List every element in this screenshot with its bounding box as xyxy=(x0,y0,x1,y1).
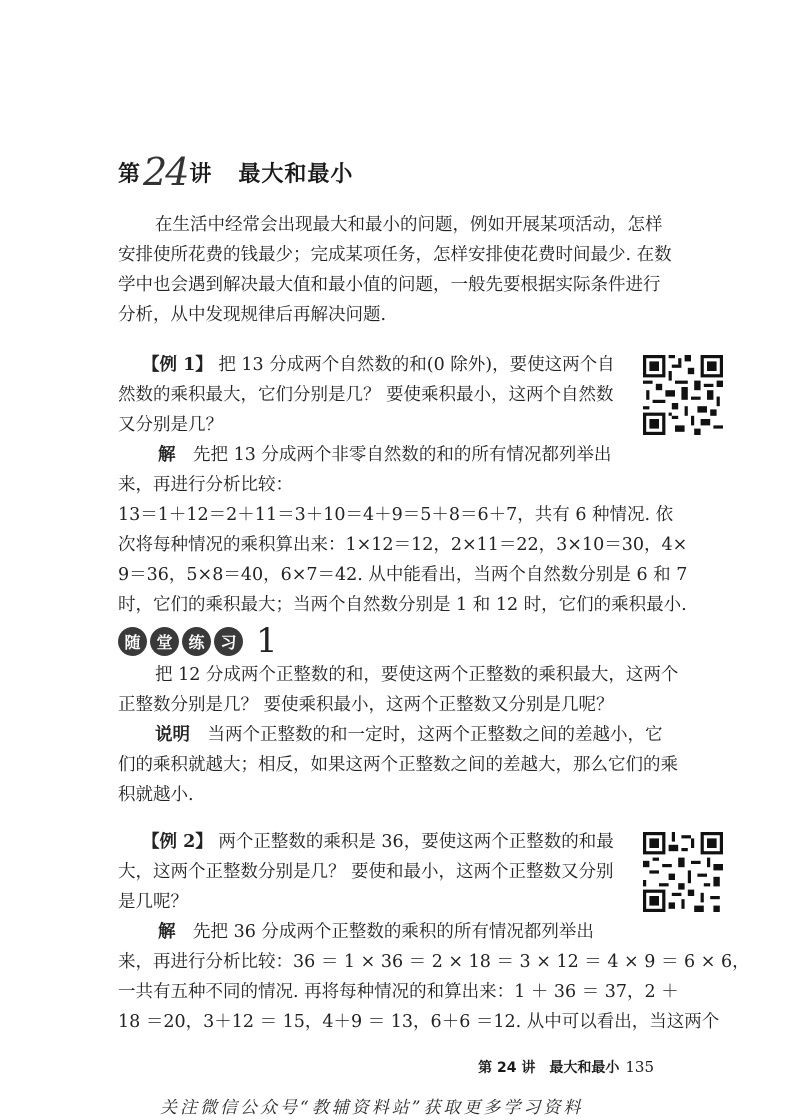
solution-label: 解 xyxy=(158,922,176,942)
note-label: 说明 xyxy=(155,725,190,745)
practice-char: 习 xyxy=(214,627,243,656)
practice-note-line: 们的乘积就越大；相反，如果这两个正整数之间的差越大，那么它们的乘 xyxy=(118,755,678,775)
practice-heading xyxy=(118,621,278,661)
practice-line: 把 12 分成两个正整数的和，要使这两个正整数的乘积最大，这两个 xyxy=(155,665,679,685)
example-2-text: 两个正整数的乘积是 36，要使这两个正整数的和最 xyxy=(218,832,614,852)
chapter-title xyxy=(118,150,353,194)
example-1-solution-line: 9＝36，5×8＝40，6×7＝42. 从中能看出，当两个自然数分别是 6 和 7 xyxy=(118,565,688,585)
example-2-line: 是几呢？ xyxy=(118,892,188,912)
example-2-solution-line: 18 ＝20，3＋12 ＝ 15，4＋9 ＝ 13，6＋6 ＝12. 从中可以看出，当这两个 xyxy=(118,1012,720,1032)
title-name: 最大和最小 xyxy=(238,161,354,187)
example-1-solution-line: 次将每种情况的乘积算出来：1×12＝12，2×11＝22，3×10＝30，4× xyxy=(118,535,688,555)
example-2-line: 大，这两个正整数分别是几？ 要使和最小，这两个正整数又分别 xyxy=(118,862,614,882)
practice-char: 练 xyxy=(182,627,211,656)
footer-chapter: 第 24 讲 最大和最小 xyxy=(478,1060,620,1076)
intro-line: 安排使所花费的钱最少；完成某项任务，怎样安排使花费时间最少. 在数 xyxy=(118,245,672,265)
example-1-line: 又分别是几？ xyxy=(118,415,223,435)
qr-code-icon[interactable] xyxy=(643,832,723,912)
practice-number: 1 xyxy=(256,621,278,661)
page-footer xyxy=(478,1057,654,1077)
example-1-text: 把 13 分成两个自然数的和(0 除外)，要使这两个自 xyxy=(218,355,615,375)
solution-text: 先把 13 分成两个非零自然数的和的所有情况都列举出 xyxy=(193,445,612,465)
solution-text: 先把 36 分成两个正整数的乘积的所有情况都列举出 xyxy=(193,922,594,942)
practice-char: 随 xyxy=(118,627,147,656)
watermark-text: 关注微信公众号“教辅资料站”获取更多学习资料 xyxy=(160,1098,584,1118)
example-2-solution-line xyxy=(158,917,594,947)
title-number: 24 xyxy=(143,150,188,194)
qr-code-icon[interactable] xyxy=(643,355,723,435)
example-1-line xyxy=(142,350,615,380)
example-1-solution-line: 时，它们的乘积最大；当两个自然数分别是 1 和 12 时，它们的乘积最小. xyxy=(118,595,687,615)
example-2-solution-line: 一共有五种不同的情况. 再将每种情况的和算出来：1 ＋ 36 ＝ 37，2 ＋ xyxy=(118,982,679,1002)
title-suffix: 讲 xyxy=(189,161,213,187)
example-1-solution-line xyxy=(158,440,611,470)
intro-line: 学中也会遇到解决最大值和最小值的问题，一般先要根据实际条件进行 xyxy=(118,275,661,295)
practice-line: 正整数分别是几？ 要使乘积最小，这两个正整数又分别是几呢？ xyxy=(118,695,614,715)
example-1-solution-line: 13＝1＋12＝2＋11＝3＋10＝4＋9＝5＋8＝6＋7，共有 6 种情况. 依 xyxy=(118,505,674,525)
solution-label: 解 xyxy=(158,445,176,465)
title-prefix: 第 xyxy=(118,161,142,187)
intro-line: 在生活中经常会出现最大和最小的问题，例如开展某项活动，怎样 xyxy=(155,215,663,235)
example-2-line xyxy=(142,827,614,857)
page-number: 135 xyxy=(625,1058,654,1076)
practice-note-line xyxy=(155,720,663,750)
intro-line: 分析，从中发现规律后再解决问题. xyxy=(118,305,387,325)
example-1-label: 【例 1】 xyxy=(142,355,213,375)
example-1-line: 然数的乘积最大，它们分别是几？ 要使乘积最小，这两个自然数 xyxy=(118,385,614,405)
note-text: 当两个正整数的和一定时，这两个正整数之间的差越小，它 xyxy=(207,725,663,745)
practice-char: 堂 xyxy=(150,627,179,656)
practice-note-line: 积就越小. xyxy=(118,785,194,805)
example-2-solution-line: 来，再进行分析比较：36 ＝ 1 × 36 ＝ 2 × 18 ＝ 3 × 12 ＝ 4 × 9 ＝ 6 × 6， xyxy=(118,952,750,972)
example-1-solution-line: 来，再进行分析比较： xyxy=(118,475,293,495)
example-2-label: 【例 2】 xyxy=(142,832,213,852)
